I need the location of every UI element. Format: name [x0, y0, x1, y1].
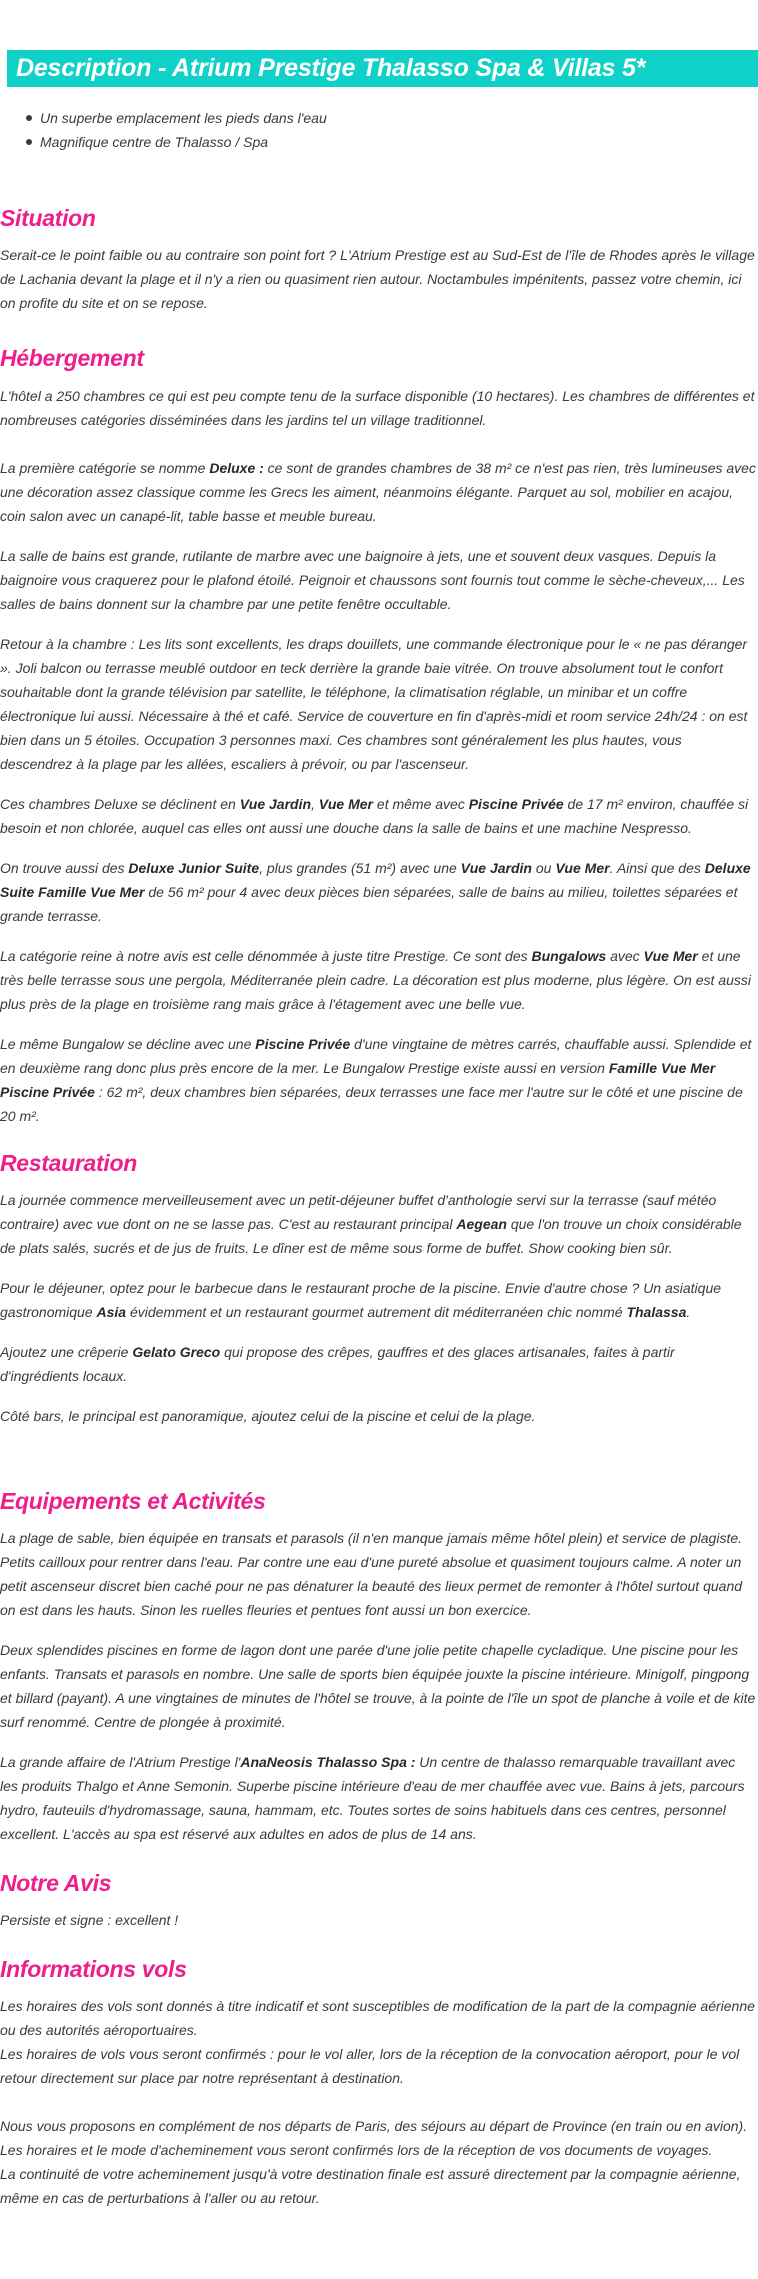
vols-line-2: Les horaires de vols vous seront confirmés : pour le vol aller, lors de la réception de la convocation aéroport, pour le vol retour directement sur place par notre représentant à destination.	[0, 2046, 740, 2086]
hebergement-paragraph-6: On trouve aussi des Deluxe Junior Suite, plus grandes (51 m²) avec une Vue Jardin ou Vue Mer. Ainsi que des Deluxe Suite Famille Vue Mer de 56 m² pour 4 avec deux pièces bien séparées, salle de bains au milieu, toilettes séparées et grande terrasse.	[0, 860, 751, 924]
highlights-list	[0, 106, 758, 154]
hebergement-paragraph-2: La première catégorie se nomme Deluxe : ce sont de grandes chambres de 38 m² ce n'est pas rien, très lumineuses avec une décoration assez classique comme les Grecs les aiment, néanmoins élégante. Parquet au sol, mobilier en acajou, coin salon avec un canapé-lit, table basse et meuble bureau.	[0, 460, 756, 524]
banner-title: Description - Atrium Prestige Thalasso Spa & Villas 5*	[16, 54, 646, 82]
section-title-situation: Situation	[0, 205, 96, 231]
restauration-paragraph-4: Côté bars, le principal est panoramique, ajoutez celui de la piscine et celui de la plage.	[0, 1408, 536, 1424]
hebergement-paragraph-7: La catégorie reine à notre avis est celle dénommée à juste titre Prestige. Ce sont des Bungalows avec Vue Mer et une très belle terrasse sous une pergola, Méditerranée plein cadre. La décoration est plus moderne, plus légère. On est aussi plus près de la plage en troisième rang mais grâce à l'étagement avec une belle vue.	[0, 948, 751, 1012]
section-title-hebergement: Hébergement	[0, 345, 144, 371]
highlight-item: Un superbe emplacement les pieds dans l'eau	[40, 106, 758, 130]
section-title-avis: Notre Avis	[0, 1870, 112, 1896]
equipements-paragraph-1: La plage de sable, bien équipée en transats et parasols (il n'en manque jamais même hôtel plein) et service de plagiste. Petits cailloux pour rentrer dans l'eau. Par contre une eau d'une pureté absolue et quasiment toujours calme. A noter un petit ascenseur discret bien caché pour ne pas dénaturer la beauté des lieux permet de remonter à l'hôtel surtout quand on est dans les hauts. Sinon les ruelles fleuries et pentues font aussi un bon exercice.	[0, 1530, 743, 1618]
restauration-paragraph-1: La journée commence merveilleusement avec un petit-déjeuner buffet d'anthologie servi sur la terrasse (sauf météo contraire) avec vue dont on ne se lasse pas. C'est au restaurant principal Aegean que l'on trouve un choix considérable de plats salés, sucrés et de jus de fruits. Le dîner est de même sous forme de buffet. Show cooking bien sûr.	[0, 1192, 742, 1256]
equipements-paragraph-3: La grande affaire de l'Atrium Prestige l'AnaNeosis Thalasso Spa : Un centre de thalasso remarquable travaillant avec les produits Thalgo et Anne Semonin. Superbe piscine intérieure d'eau de mer chauffée avec vue. Bains à jets, parcours hydro, fauteuils d'hydromassage, sauna, hammam, etc. Toutes sortes de soins habituels dans ces centres, personnel excellent. L'accès au spa est réservé aux adultes en ados de plus de 14 ans.	[0, 1754, 745, 1842]
description-banner	[7, 50, 758, 87]
vols-line-4: Les horaires et le mode d'acheminement vous seront confirmés lors de la réception de vos documents de voyages.	[0, 2142, 713, 2158]
vols-line-5: La continuité de votre acheminement jusqu'à votre destination finale est assuré directement par la compagnie aérienne, même en cas de perturbations à l'aller ou au retour.	[0, 2166, 741, 2206]
restauration-paragraph-3: Ajoutez une crêperie Gelato Greco qui propose des crêpes, gauffres et des glaces artisanales, faites à partir d'ingrédients locaux.	[0, 1344, 675, 1384]
section-title-restauration: Restauration	[0, 1150, 137, 1176]
hebergement-paragraph-4: Retour à la chambre : Les lits sont excellents, les draps douillets, une commande électronique pour le « ne pas déranger ». Joli balcon ou terrasse meublé outdoor en teck derrière la grande baie vitrée. On trouve absolument tout le confort souhaitable dont la grande télévision par satellite, le téléphone, la climatisation réglable, un minibar et un coffre électronique lui aussi. Nécessaire à thé et café. Service de couverture en fin d'après-midi et room service 24h/24 : on est bien dans un 5 étoiles. Occupation 3 personnes maxi. Ces chambres sont généralement les plus hautes, vous descendrez à la plage par les allées, escaliers à prévoir, ou par l'ascenseur.	[0, 636, 748, 772]
restauration-paragraph-2: Pour le déjeuner, optez pour le barbecue dans le restaurant proche de la piscine. Envie d'autre chose ? Un asiatique gastronomique Asia évidemment et un restaurant gourmet autrement dit méditerranéen chic nommé Thalassa.	[0, 1280, 722, 1320]
section-title-equipements: Equipements et Activités	[0, 1488, 266, 1514]
section-title-vols: Informations vols	[0, 1956, 187, 1982]
situation-paragraph: Serait-ce le point faible ou au contraire son point fort ? L'Atrium Prestige est au Sud-Est de l'île de Rhodes après le village de Lachania devant la plage et il n'y a rien ou quasiment rien autour. Noctambules impénitents, passez votre chemin, ici on profite du site et on se repose.	[0, 247, 755, 311]
hebergement-paragraph-3: La salle de bains est grande, rutilante de marbre avec une baignoire à jets, une et souvent deux vasques. Depuis la baignoire vous craquerez pour le plafond étoilé. Peignoir et chaussons sont fournis tout comme le sèche-cheveux,... Les salles de bains donnent sur la chambre par une petite fenêtre occultable.	[0, 548, 745, 612]
hebergement-paragraph-1: L'hôtel a 250 chambres ce qui est peu compte tenu de la surface disponible (10 hectares). Les chambres de différentes et nombreuses catégories disséminées dans les jardins tel un village traditionnel.	[0, 388, 755, 428]
highlight-item: Magnifique centre de Thalasso / Spa	[40, 130, 758, 154]
vols-line-3: Nous vous proposons en complément de nos départs de Paris, des séjours au départ de Province (en train ou en avion).	[0, 2118, 748, 2134]
hebergement-paragraph-5: Ces chambres Deluxe se déclinent en Vue Jardin, Vue Mer et même avec Piscine Privée de 17 m² environ, chauffée si besoin et non chlorée, auquel cas elles ont aussi une douche dans la salle de bains et une machine Nespresso.	[0, 796, 749, 836]
avis-paragraph: Persiste et signe : excellent !	[0, 1912, 179, 1928]
equipements-paragraph-2: Deux splendides piscines en forme de lagon dont une parée d'une jolie petite chapelle cycladique. Une piscine pour les enfants. Transats et parasols en nombre. Une salle de sports bien équipée jouxte la piscine intérieure. Minigolf, pingpong et billard (payant). A une vingtaines de minutes de l'hôtel se trouve, à la pointe de l'île un spot de planche à voile et de kite surf renommé. Centre de plongée à proximité.	[0, 1642, 756, 1730]
vols-line-1: Les horaires des vols sont donnés à titre indicatif et sont susceptibles de modification de la part de la compagnie aérienne ou des autorités aéroportuaires.	[0, 1998, 755, 2038]
hebergement-paragraph-8: Le même Bungalow se décline avec une Piscine Privée d'une vingtaine de mètres carrés, chauffable aussi. Splendide et en deuxième rang donc plus près encore de la mer. Le Bungalow Prestige existe aussi en version Famille Vue Mer Piscine Privée : 62 m², deux chambres bien séparées, deux terrasses une face mer l'autre sur le côté et une piscine de 20 m².	[0, 1036, 752, 1124]
